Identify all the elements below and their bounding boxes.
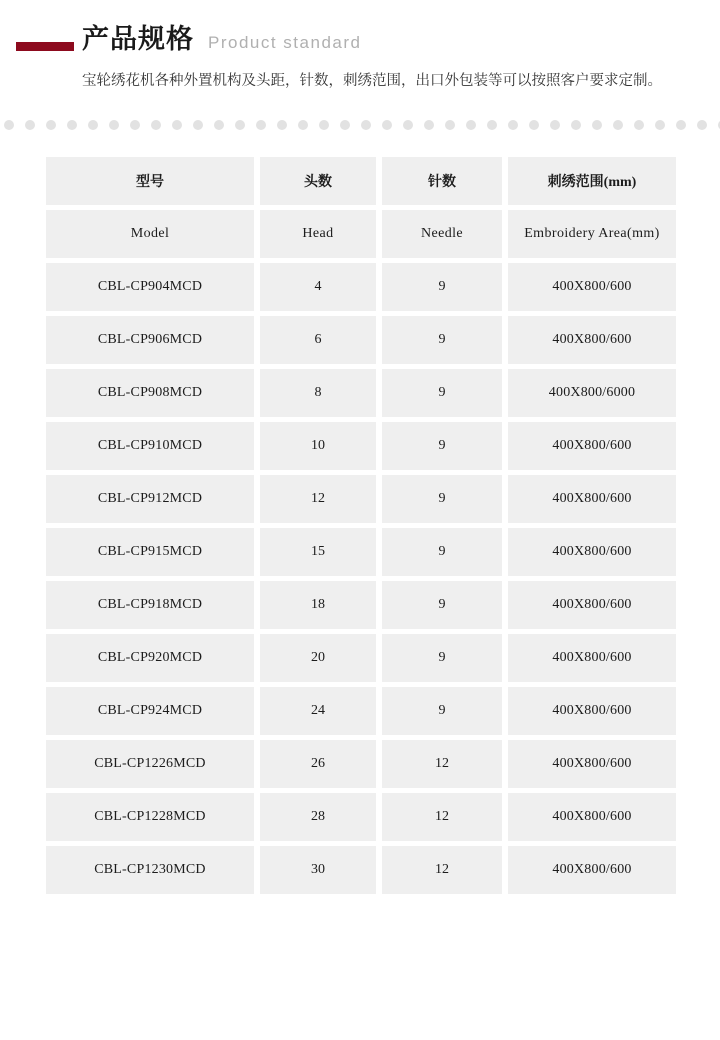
header-en-needle: Needle [382,210,502,258]
table-row [46,846,676,894]
cell-model: CBL-CP924MCD [46,687,254,735]
divider-dot [4,120,14,130]
cell-head: 28 [260,793,376,841]
divider-dot [340,120,350,130]
divider-dot [109,120,119,130]
header-cn-model: 型号 [46,157,254,205]
cell-area: 400X800/600 [508,793,676,841]
divider-dot [25,120,35,130]
divider-dot [466,120,476,130]
intro-paragraph: 宝轮绣花机各种外置机构及头距，针数，刺绣范围，出口外包装等可以按照客户要求定制。 [82,73,662,89]
cell-area: 400X800/600 [508,740,676,788]
cell-head: 30 [260,846,376,894]
cell-needle: 9 [382,687,502,735]
table-row [46,422,676,470]
divider-dot [46,120,56,130]
cell-head: 26 [260,740,376,788]
cell-head: 4 [260,263,376,311]
divider-dot [382,120,392,130]
spec-table-wrap [0,136,720,899]
cell-model: CBL-CP1228MCD [46,793,254,841]
cell-needle: 9 [382,422,502,470]
cell-area: 400X800/6000 [508,369,676,417]
cell-area: 400X800/600 [508,634,676,682]
spec-table [40,152,682,899]
cell-needle: 12 [382,793,502,841]
page-subtitle-en: Product standard [208,33,362,52]
cell-head: 6 [260,316,376,364]
cell-area: 400X800/600 [508,263,676,311]
divider-dot [214,120,224,130]
cell-head: 24 [260,687,376,735]
cell-needle: 12 [382,846,502,894]
header-en-head: Head [260,210,376,258]
divider-dots [0,114,720,136]
table-row [46,581,676,629]
divider-dot [361,120,371,130]
cell-area: 400X800/600 [508,687,676,735]
cell-head: 18 [260,581,376,629]
divider-dot [319,120,329,130]
divider-dot [235,120,245,130]
cell-needle: 9 [382,475,502,523]
table-row [46,369,676,417]
cell-head: 12 [260,475,376,523]
cell-area: 400X800/600 [508,528,676,576]
cell-model: CBL-CP908MCD [46,369,254,417]
dotted-divider [0,114,720,136]
cell-area: 400X800/600 [508,422,676,470]
divider-dot [193,120,203,130]
divider-dot [130,120,140,130]
divider-dot [697,120,707,130]
cell-area: 400X800/600 [508,316,676,364]
divider-dot [634,120,644,130]
divider-dot [424,120,434,130]
cell-head: 20 [260,634,376,682]
cell-area: 400X800/600 [508,846,676,894]
divider-dot [676,120,686,130]
table-row [46,740,676,788]
divider-dot [151,120,161,130]
cell-model: CBL-CP1226MCD [46,740,254,788]
divider-dot [67,120,77,130]
table-row [46,793,676,841]
title-row [40,26,680,53]
divider-dot [655,120,665,130]
divider-dot [613,120,623,130]
table-row [46,528,676,576]
cell-needle: 12 [382,740,502,788]
table-row [46,634,676,682]
cell-needle: 9 [382,263,502,311]
table-header-row-en [46,210,676,258]
cell-needle: 9 [382,634,502,682]
table-row [46,316,676,364]
divider-dot [487,120,497,130]
cell-model: CBL-CP906MCD [46,316,254,364]
table-row [46,475,676,523]
cell-needle: 9 [382,316,502,364]
header-cn-head: 头数 [260,157,376,205]
divider-dot [529,120,539,130]
divider-dot [592,120,602,130]
divider-dot [298,120,308,130]
cell-model: CBL-CP904MCD [46,263,254,311]
cell-head: 15 [260,528,376,576]
divider-dot [550,120,560,130]
divider-dot [508,120,518,130]
table-header-row-cn [46,157,676,205]
divider-dot [571,120,581,130]
divider-dot [445,120,455,130]
cell-model: CBL-CP920MCD [46,634,254,682]
cell-needle: 9 [382,581,502,629]
cell-head: 8 [260,369,376,417]
cell-area: 400X800/600 [508,581,676,629]
cell-model: CBL-CP915MCD [46,528,254,576]
accent-bar [16,42,74,51]
table-row [46,687,676,735]
divider-dot [256,120,266,130]
header-cn-area: 刺绣范围(mm) [508,157,676,205]
cell-model: CBL-CP1230MCD [46,846,254,894]
divider-dot [172,120,182,130]
divider-dot [403,120,413,130]
cell-area: 400X800/600 [508,475,676,523]
header-cn-needle: 针数 [382,157,502,205]
table-row [46,263,676,311]
header-en-area: Embroidery Area(mm) [508,210,676,258]
cell-model: CBL-CP912MCD [46,475,254,523]
cell-needle: 9 [382,528,502,576]
cell-model: CBL-CP910MCD [46,422,254,470]
page-header [0,0,720,94]
divider-dot [88,120,98,130]
cell-needle: 9 [382,369,502,417]
header-en-model: Model [46,210,254,258]
divider-dot [277,120,287,130]
cell-head: 10 [260,422,376,470]
page-title: 产品规格 [82,24,194,55]
cell-model: CBL-CP918MCD [46,581,254,629]
